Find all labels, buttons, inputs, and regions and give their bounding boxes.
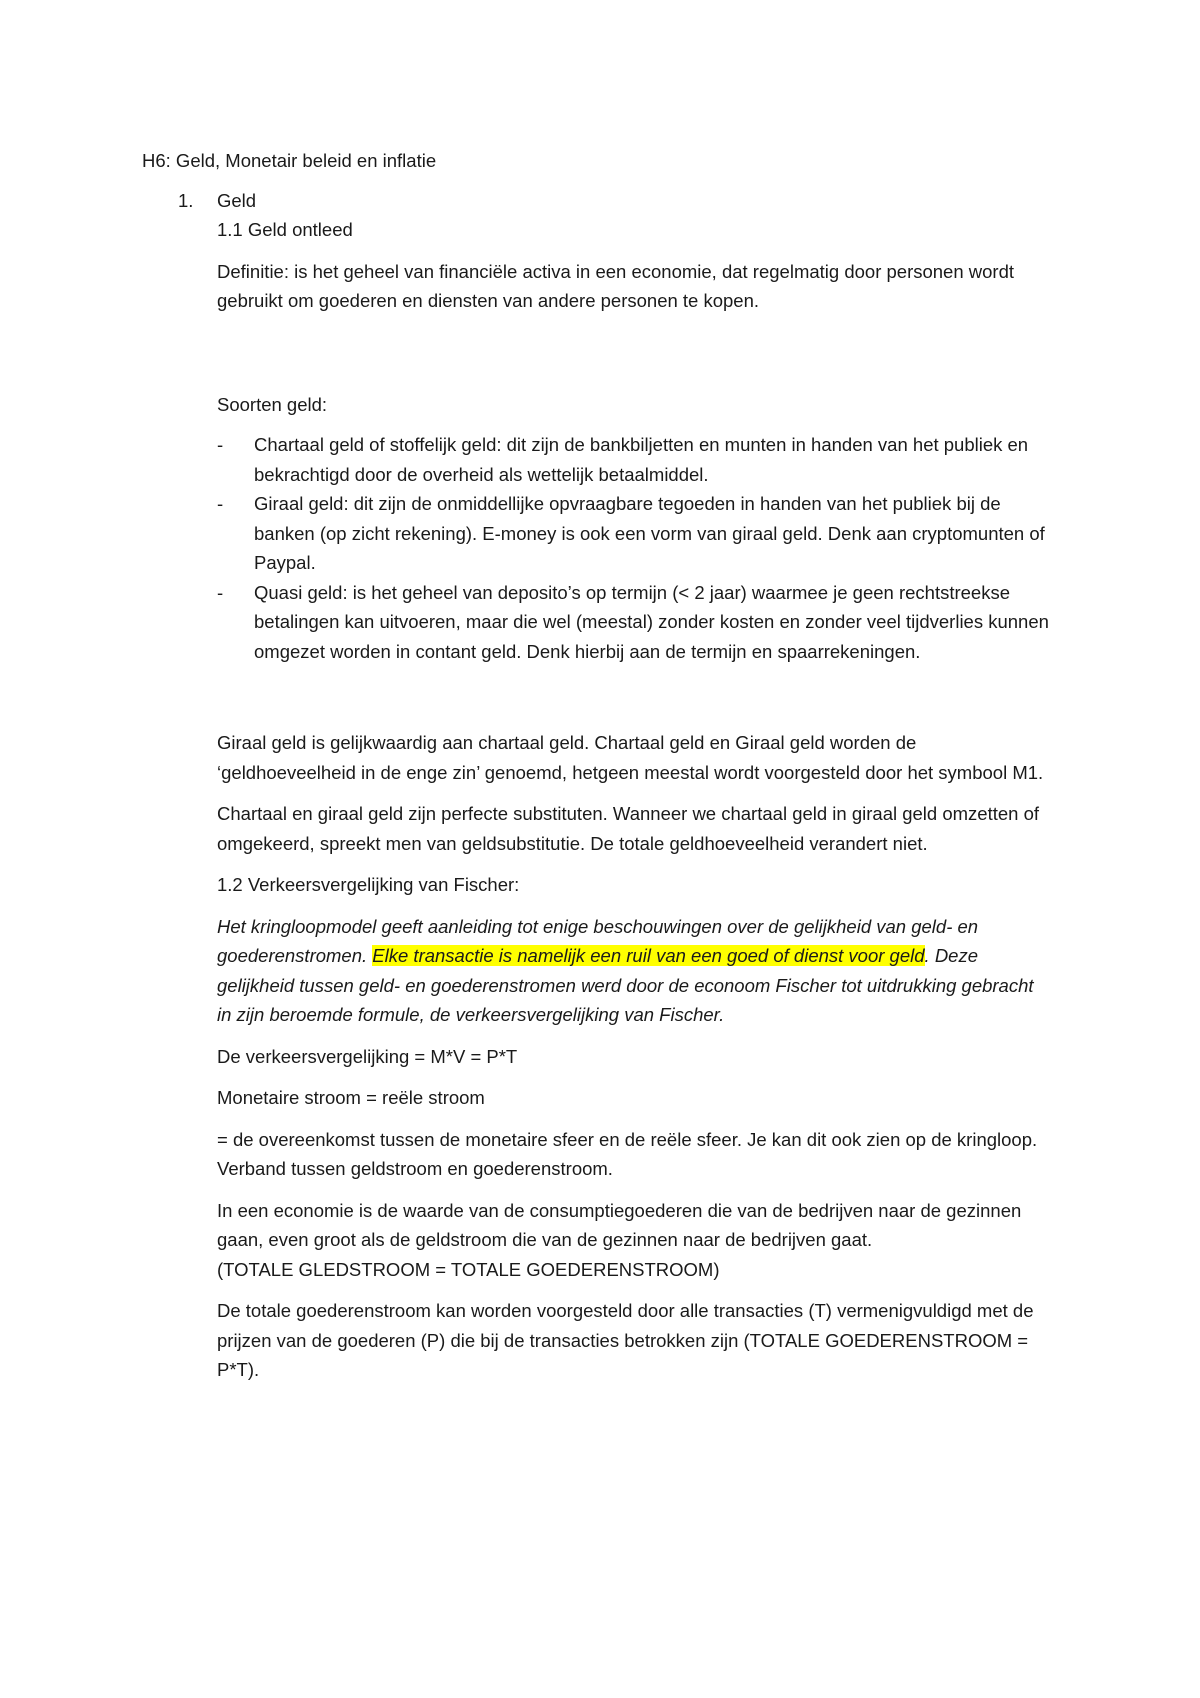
document-title: H6: Geld, Monetair beleid en inflatie xyxy=(142,150,437,171)
section-body xyxy=(142,215,1050,1385)
fischer-italic-paragraph xyxy=(217,912,1050,1030)
list-item xyxy=(217,578,1050,667)
definition-paragraph xyxy=(217,257,1050,316)
economie-paragraph xyxy=(217,1196,1050,1285)
giraal-paragraph: Giraal geld is gelijkwaardig aan chartaal geld. Chartaal geld en Giraal geld worden de ‘geldhoeveelheid in de enge zin’ genoemd, hetgeen meestal wordt voorgesteld door het symbool M1. xyxy=(217,732,1044,783)
overeenkomst-paragraph: = de overeenkomst tussen de monetaire sfeer en de reële sfeer. Je kan dit ook zien op de kringloop. Verband tussen geldstroom en goederenstroom. xyxy=(217,1128,1038,1179)
subsection-heading-1-2: 1.2 Verkeersvergelijking van Fischer: xyxy=(217,874,520,895)
list-item xyxy=(217,489,1050,578)
dash-bullet: - xyxy=(217,493,224,514)
subsection-heading-1-1: 1.1 Geld ontleed xyxy=(217,219,353,240)
definition-text: is het geheel van financiële activa in een economie, dat regelmatig door personen wordt gebruikt om goederen en diensten van andere personen te kopen. xyxy=(217,260,1015,311)
list-item-text: Quasi geld: is het geheel van deposito’s op termijn (< 2 jaar) waarmee je geen rechtstreekse betalingen kan uitvoeren, maar die wel (meestal) zonder kosten en zonder veel tijdverlies kunnen omgezet worden in contant geld. Denk hierbij aan de termijn en spaarrekeningen. xyxy=(254,581,1049,662)
dash-bullet: - xyxy=(217,581,224,603)
monetaire-line: Monetaire stroom = reële stroom xyxy=(217,1087,485,1108)
formula-line: De verkeersvergelijking = M*V = P*T xyxy=(217,1045,518,1067)
section-heading-geld xyxy=(142,186,1050,216)
goederenstroom-paragraph: De totale goederenstroom kan worden voorgesteld door alle transacties (T) vermenigvuldigd met de prijzen van de goederen (P) die bij de transacties betrokken zijn (TOTALE GOEDERENSTROOM = P*T). xyxy=(217,1300,1034,1380)
definition-label: Definitie: xyxy=(217,260,289,282)
list-item-text: Giraal geld: dit zijn de onmiddellijke opvraagbare tegoeden in handen van het publiek bij de banken (op zicht rekening). E-money is ook een vorm van giraal geld. Denk aan cryptomunten of Paypal. xyxy=(254,493,1045,573)
totale-gledstroom-text: (TOTALE GLEDSTROOM = TOTALE GOEDERENSTROOM) xyxy=(217,1258,720,1280)
italic-text-part2: . Deze gelijkheid tussen geld- en goederenstromen werd door de econoom Fischer tot uitdrukking gebracht in zijn beroemde formule, de verkeersvergelijking van Fischer. xyxy=(217,945,1034,1025)
italic-text-part1: Het kringloopmodel geeft aanleiding tot enige beschouwingen over de gelijkheid van geld- en goederenstromen. xyxy=(217,915,979,966)
soorten-heading: Soorten geld: xyxy=(217,393,328,415)
dash-bullet: - xyxy=(217,434,224,455)
substituten-paragraph: Chartaal en giraal geld zijn perfecte substituten. Wanneer we chartaal geld in giraal geld omzetten of omgekeerd, spreekt men van geldsubstitutie. De totale geldhoeveelheid verandert niet. xyxy=(217,803,1040,854)
soorten-list xyxy=(217,430,1050,666)
highlighted-text: Elke transactie is namelijk een ruil van een goed of dienst voor geld xyxy=(372,945,925,966)
section-number: 1. xyxy=(178,189,194,211)
spacer xyxy=(217,666,1050,728)
economie-text: In een economie is de waarde van de consumptiegoederen die van de bedrijven naar de gezinnen gaan, even groot als de geldstroom die van de gezinnen naar de bedrijven gaat. xyxy=(217,1199,1022,1250)
section-label: Geld xyxy=(217,189,257,211)
list-item-text: Chartaal geld of stoffelijk geld: dit zijn de bankbiljetten en munten in handen van het publiek en bekrachtigd door de overheid als wettelijk betaalmiddel. xyxy=(254,434,1029,485)
spacer xyxy=(217,328,1050,390)
list-item xyxy=(217,430,1050,489)
